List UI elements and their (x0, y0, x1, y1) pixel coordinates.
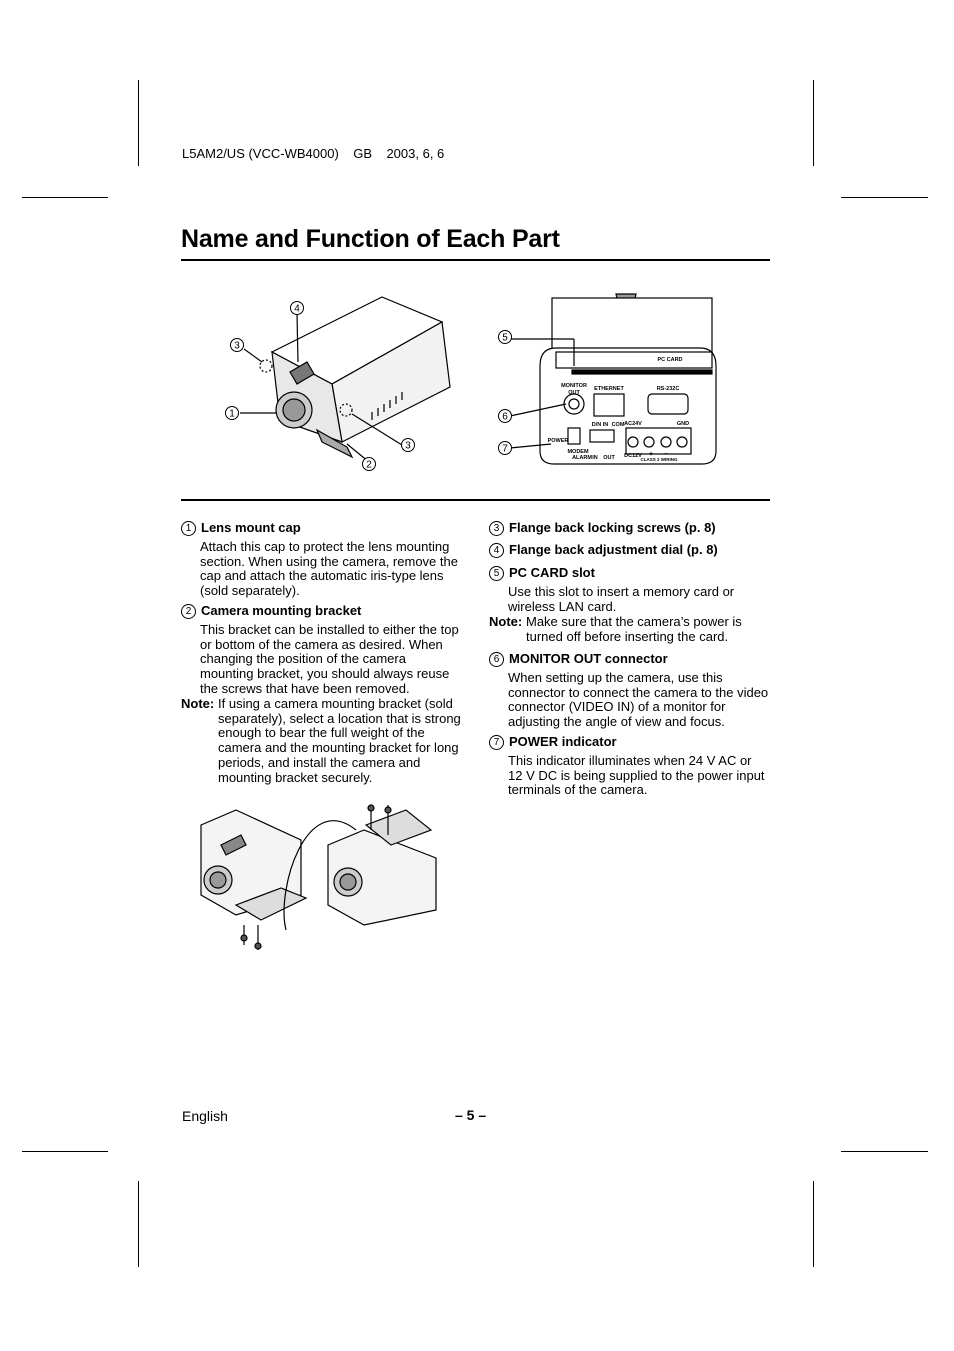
callout-1: 1 (229, 408, 235, 420)
body-line: terminals of the camera. (508, 782, 648, 798)
item-number: 1 (181, 521, 196, 536)
body-line: (sold separately). (200, 583, 300, 599)
body-line: This indicator illuminates when 24 V AC or (508, 753, 752, 768)
note-line: camera and the mounting bracket for long (218, 740, 459, 756)
camera-rear-figure (496, 286, 722, 468)
item-title: Flange back adjustment dial (p. 8) (509, 542, 718, 557)
body-line: the screws that have been removed. (200, 680, 410, 696)
svg-text:ETHERNET: ETHERNET (594, 386, 624, 392)
svg-text:OUT: OUT (568, 390, 580, 396)
item-camera-mounting-bracket (181, 604, 466, 697)
callout-5: 5 (502, 332, 508, 344)
svg-text:MONITOR: MONITOR (561, 383, 587, 389)
item-title: POWER indicator (509, 734, 617, 749)
svg-text:PC CARD: PC CARD (657, 357, 683, 363)
svg-text:CLASS 2 WIRING: CLASS 2 WIRING (640, 457, 678, 462)
callout-7: 7 (502, 443, 508, 455)
item-power-indicator (489, 735, 774, 798)
body-line: adjusting the angle of view and focus. (508, 714, 725, 730)
item-number: 4 (489, 543, 504, 558)
page-number: – 5 – (455, 1107, 487, 1123)
callout-2: 2 (366, 459, 372, 471)
camera-front-figure (222, 292, 462, 478)
item-number: 5 (489, 566, 504, 581)
svg-text:AC24V: AC24V (624, 421, 642, 427)
item-flange-back-locking-screws (489, 521, 774, 536)
body-line: 12 V DC is being supplied to the power input (508, 767, 765, 783)
crop-mark (138, 1181, 139, 1267)
note-bracket: Note: If using a camera mounting bracket (sold separately), select a location that is strong enough to bear the full weight of the camera and the mounting bracket for long periods, and install the camera and mounting bracket securely. (181, 697, 466, 785)
svg-text:POWER: POWER (547, 438, 569, 444)
crop-mark (22, 197, 108, 198)
note-line: separately), select a location that is strong (218, 710, 461, 726)
document-code-line: L5AM2/US (VCC-WB4000) GB 2003, 6, 6 (182, 146, 445, 161)
item-title: PC CARD slot (509, 565, 595, 580)
note-line: If using a camera mounting bracket (sold (218, 696, 453, 711)
item-title: Lens mount cap (201, 520, 301, 535)
section-rule (181, 499, 770, 501)
svg-text:−: − (663, 451, 669, 458)
body-line: When setting up the camera, use this (508, 670, 723, 685)
callout-3b: 3 (405, 440, 411, 452)
svg-text:RS-232C: RS-232C (656, 386, 680, 392)
body-line: or bottom of the camera as desired. When (200, 636, 443, 652)
svg-text:+: + (648, 451, 654, 458)
note-line: Make sure that the camera’s power is (526, 614, 742, 629)
crop-mark (22, 1151, 108, 1152)
crop-mark (841, 197, 928, 198)
body-line: mounting bracket, you should always reuse (200, 666, 450, 682)
svg-text:DC12V: DC12V (624, 453, 642, 459)
body-line: connector (VIDEO IN) of a monitor for (508, 699, 726, 715)
svg-text:OUT: OUT (603, 455, 615, 461)
note-pc-card: Note: Make sure that the camera’s power is turned off before inserting the card. (489, 615, 774, 644)
body-line: wireless LAN card. (508, 598, 617, 614)
svg-text:COM: COM (611, 422, 625, 428)
item-title: MONITOR OUT connector (509, 651, 668, 666)
note-line: turned off before inserting the card. (526, 628, 729, 644)
item-flange-back-adjustment-dial (489, 543, 774, 558)
item-pc-card-slot (489, 566, 774, 614)
title-rule (181, 259, 770, 261)
body-line: Use this slot to insert a memory card or (508, 584, 735, 599)
svg-text:D/N IN: D/N IN (591, 422, 609, 428)
body-line: This bracket can be installed to either the top (200, 622, 459, 637)
svg-text:GND: GND (676, 421, 690, 427)
item-monitor-out-connector (489, 652, 774, 730)
body-line: cap and attach the automatic iris-type lens (200, 568, 444, 584)
crop-mark (813, 1181, 814, 1267)
item-number: 3 (489, 521, 504, 536)
item-title: Camera mounting bracket (201, 603, 362, 618)
body-line: changing the position of the camera (200, 651, 406, 667)
item-title: Flange back locking screws (p. 8) (509, 520, 716, 535)
note-line: periods, and install the camera and (218, 754, 421, 770)
svg-text:ALARM: ALARM (572, 455, 592, 461)
crop-mark (138, 80, 139, 166)
crop-mark (841, 1151, 928, 1152)
footer-language: English (182, 1108, 228, 1124)
item-number: 7 (489, 735, 504, 750)
item-number: 6 (489, 652, 504, 667)
callout-6: 6 (502, 411, 508, 423)
body-line: section. When using the camera, remove the (200, 553, 458, 569)
callout-4: 4 (294, 303, 300, 315)
body-line: Attach this cap to protect the lens mounting (200, 539, 450, 554)
crop-mark (813, 80, 814, 166)
body-line: connector to connect the camera to the video (508, 684, 769, 700)
item-lens-mount-cap (181, 521, 466, 599)
note-line: enough to bear the full weight of the (218, 725, 425, 741)
item-number: 2 (181, 604, 196, 619)
page-title: Name and Function of Each Part (181, 225, 560, 253)
callout-3a: 3 (234, 340, 240, 352)
bracket-install-figure (196, 800, 446, 960)
note-line: mounting bracket securely. (218, 769, 373, 785)
svg-text:MODEM: MODEM (567, 449, 589, 455)
svg-text:IN: IN (592, 455, 598, 461)
